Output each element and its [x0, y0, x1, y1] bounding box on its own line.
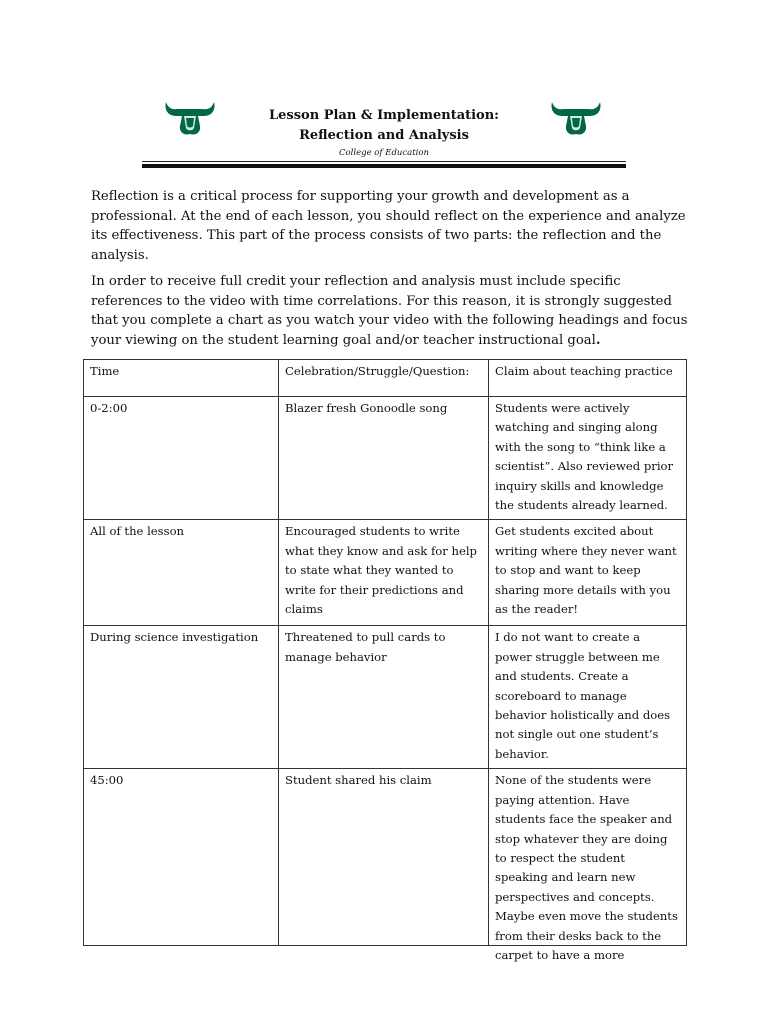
- cell-time: 45:00: [84, 769, 279, 946]
- table-row: [84, 769, 687, 946]
- title-block: [0, 106, 768, 160]
- cell-claim-text: None of the students were paying attention. Have students face the speaker and stop whatever they are doing to respect the student speaking and learn new perspectives and concepts. Maybe even move the students from their desks back to the carpet to have a more: [495, 773, 678, 962]
- cell-celebration: Encouraged students to write what they know and ask for help to state what they wanted to write for their predictions and claims: [279, 520, 489, 626]
- header-rule-thin: [142, 161, 626, 162]
- intro-paragraph-2-end: .: [595, 332, 601, 348]
- cell-celebration: Blazer fresh Gonoodle song: [279, 397, 489, 520]
- cell-claim: I do not want to create a power struggle between me and students. Create a scoreboard to manage behavior holistically and does not single out one student’s behavior.: [489, 626, 687, 769]
- cell-claim: Get students excited about writing where they never want to stop and want to keep sharing more details with you as the reader!: [489, 520, 687, 626]
- doc-subtitle: College of Education: [339, 148, 429, 158]
- cell-time: During science investigation: [84, 626, 279, 769]
- table-row: [84, 397, 687, 520]
- cell-claim: [489, 769, 687, 962]
- intro-paragraph-1: Reflection is a critical process for supporting your growth and development as a professional. At the end of each lesson, you should reflect on the experience and analyze its effectiveness. This part of the process consists of two parts: the reflection and the analysis.: [91, 189, 686, 263]
- cell-claim: Students were actively watching and singing along with the song to “think like a scientist”. Also reviewed prior inquiry skills and knowledge the students already learned.: [489, 397, 687, 520]
- table-header-row: [84, 360, 687, 397]
- doc-title-line1: Lesson Plan & Implementation:: [269, 108, 499, 123]
- header-cell-claim: Claim about teaching practice: [489, 360, 687, 397]
- intro-paragraph-2-text: In order to receive full credit your reflection and analysis must include specific references to the video with time correlations. For this reason, it is strongly suggested that you complete a chart as you watch your video with the following headings and focus your viewing on the student learning goal and/or teacher instructional goal: [91, 274, 688, 348]
- doc-title-line2: Reflection and Analysis: [299, 128, 469, 143]
- cell-celebration: Student shared his claim: [279, 769, 489, 946]
- cell-time: 0-2:00: [84, 397, 279, 520]
- cell-celebration: Threatened to pull cards to manage behavior: [279, 626, 489, 769]
- header-cell-time: Time: [84, 360, 279, 397]
- cell-time: All of the lesson: [84, 520, 279, 626]
- header-rule-thick: [142, 164, 626, 168]
- intro-paragraph-2: [91, 272, 691, 350]
- table-row: [84, 520, 687, 626]
- bull-horns-logo-icon: [548, 96, 604, 140]
- reflection-chart-table: [83, 359, 687, 962]
- table-row: [84, 626, 687, 769]
- document-header: [0, 96, 768, 166]
- header-cell-celebration: Celebration/Struggle/Question:: [279, 360, 489, 397]
